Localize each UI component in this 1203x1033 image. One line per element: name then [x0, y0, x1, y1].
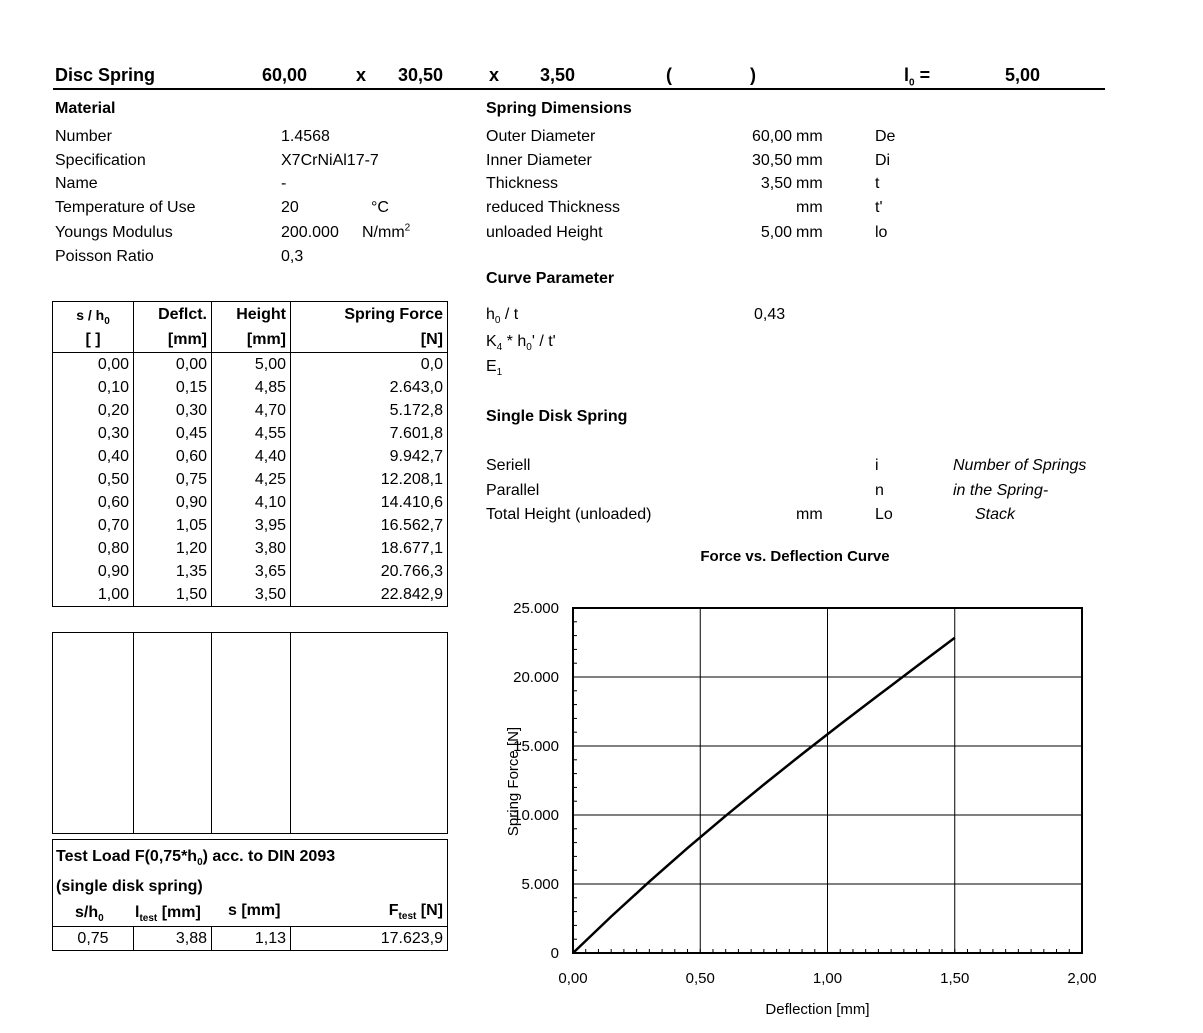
header-paren-close: ) — [750, 65, 756, 85]
dimension-unit: mm — [796, 224, 823, 241]
material-value: 1.4568 — [281, 128, 330, 145]
x-tick-label: 1,00 — [812, 970, 843, 987]
material-unit: $N/mm^2$ — [362, 222, 411, 241]
cell-deflection: 0,75 — [134, 468, 212, 491]
force-curve-line — [573, 638, 955, 953]
col-header-deflection: Deflct. — [134, 302, 212, 328]
test-col-f-test: $F_{test}$ [N] — [388, 902, 443, 923]
header-x1: x — [356, 65, 367, 85]
cell-force: 16.562,7 — [291, 514, 448, 537]
cell-height: 3,95 — [212, 514, 291, 537]
col-unit: [N] — [291, 327, 448, 353]
test-value-s-h0: 0,75 — [53, 927, 134, 951]
material-unit: °C — [371, 199, 389, 216]
material-label: Name — [55, 175, 98, 192]
seriell-symbol: i — [875, 457, 879, 474]
cell-deflection: 0,90 — [134, 491, 212, 514]
cell-height: 3,50 — [212, 583, 291, 607]
cell-s-h0: 0,20 — [53, 399, 134, 422]
cell-s-h0: 0,90 — [53, 560, 134, 583]
test-value-s: 1,13 — [212, 927, 291, 951]
k4-label: $K_4 * h_0'$ / t' — [486, 333, 556, 354]
dimension-value: 5,00 — [760, 224, 792, 241]
col-header-height: Height — [212, 302, 291, 328]
cell-height: 3,65 — [212, 560, 291, 583]
test-col-s-h0: $s/h_0$ — [75, 904, 104, 925]
cell-height: 4,40 — [212, 445, 291, 468]
cell-height: 4,10 — [212, 491, 291, 514]
dimension-symbol: t — [875, 175, 880, 192]
total-height-symbol: Lo — [875, 506, 893, 523]
cell-deflection: 1,50 — [134, 583, 212, 607]
material-label: Temperature of Use — [55, 199, 196, 216]
col-header-spring-force: Spring Force — [291, 302, 448, 328]
col-unit: [mm] — [212, 327, 291, 353]
cell-force: 12.208,1 — [291, 468, 448, 491]
dimension-unit: mm — [796, 199, 823, 216]
stack-note: Number of Springs — [953, 457, 1087, 474]
header-l0-label: $l_0$ = — [904, 65, 931, 89]
material-value: X7CrNiAl17-7 — [281, 152, 379, 169]
header-paren-open: ( — [666, 65, 672, 85]
test-load-title: Test Load $F(0,75*h_0)$ acc. to DIN 2093 — [56, 848, 336, 869]
cell-s-h0: 0,60 — [53, 491, 134, 514]
cell-height: 4,55 — [212, 422, 291, 445]
cell-s-h0: 1,00 — [53, 583, 134, 607]
dimension-symbol: t' — [875, 199, 883, 216]
cell-force: 22.842,9 — [291, 583, 448, 607]
dimension-unit: mm — [796, 128, 823, 145]
test-load-subtitle: (single disk spring) — [56, 878, 203, 895]
material-title: Material — [55, 100, 116, 117]
y-axis-label: Spring Force [N] — [505, 726, 522, 837]
dimension-value: 3,50 — [760, 175, 792, 192]
cell-deflection: 0,30 — [134, 399, 212, 422]
total-height-unit: mm — [796, 506, 823, 523]
y-tick-label: 20.000 — [513, 669, 559, 686]
test-col-l-test: $l_{test}$ [mm] — [135, 904, 201, 925]
cell-height: 4,25 — [212, 468, 291, 491]
material-label: Specification — [55, 152, 146, 169]
cell-force: 9.942,7 — [291, 445, 448, 468]
dimension-value: 60,00 — [751, 128, 792, 145]
header-x2: x — [489, 65, 500, 85]
cell-deflection: 1,05 — [134, 514, 212, 537]
dimension-label: Inner Diameter — [486, 152, 592, 169]
dimension-unit: mm — [796, 175, 823, 192]
cell-force: 18.677,1 — [291, 537, 448, 560]
dimension-label: Outer Diameter — [486, 128, 596, 145]
header-inner-diameter: 30,50 — [398, 65, 444, 85]
cell-force: 14.410,6 — [291, 491, 448, 514]
cell-s-h0: 0,70 — [53, 514, 134, 537]
x-tick-label: 1,50 — [940, 970, 970, 987]
x-axis-label: Deflection [mm] — [765, 1001, 870, 1018]
parallel-label: Parallel — [486, 482, 540, 499]
header-l0-value: 5,00 — [1005, 65, 1041, 85]
col-unit: [mm] — [134, 327, 212, 353]
header-title: Disc Spring — [55, 65, 156, 85]
single-disk-title: Single Disk Spring — [486, 408, 628, 425]
h0-t-value: 0,43 — [754, 306, 786, 323]
seriell-label: Seriell — [486, 457, 531, 474]
dimension-label: unloaded Height — [486, 224, 603, 241]
header-thickness: 3,50 — [540, 65, 576, 85]
dimension-label: Thickness — [486, 175, 559, 192]
material-value: 0,3 — [281, 248, 304, 265]
cell-deflection: 0,60 — [134, 445, 212, 468]
cell-force: 7.601,8 — [291, 422, 448, 445]
y-tick-label: 25.000 — [513, 600, 559, 617]
dimension-label: reduced Thickness — [486, 199, 620, 216]
cell-force: 0,0 — [291, 353, 448, 377]
dimension-value: 30,50 — [751, 152, 792, 169]
cell-s-h0: 0,00 — [53, 353, 134, 377]
x-tick-label: 0,50 — [685, 970, 715, 987]
total-height-label: Total Height (unloaded) — [486, 506, 652, 523]
curve-parameter-title: Curve Parameter — [486, 270, 615, 287]
dimension-symbol: De — [875, 128, 896, 145]
cell-deflection: 1,20 — [134, 537, 212, 560]
material-label: Number — [55, 128, 112, 145]
cell-height: 4,70 — [212, 399, 291, 422]
x-tick-label: 0,00 — [558, 970, 588, 987]
test-value-l-test: 3,88 — [134, 927, 212, 951]
header-outer-diameter: 60,00 — [262, 65, 308, 85]
e1-label: $E_1$ — [486, 358, 503, 379]
dimension-unit: mm — [796, 152, 823, 169]
parallel-symbol: n — [875, 482, 884, 499]
y-tick-label: 10.000 — [513, 807, 559, 824]
test-col-s: s [mm] — [228, 902, 281, 919]
chart-title: Force vs. Deflection Curve — [700, 548, 890, 565]
x-tick-label: 2,00 — [1067, 970, 1097, 987]
y-tick-label: 5.000 — [521, 876, 559, 893]
col-unit: [ ] — [53, 327, 134, 353]
y-tick-label: 0 — [550, 945, 559, 962]
cell-s-h0: 0,80 — [53, 537, 134, 560]
stack-note: in the Spring- — [953, 482, 1049, 499]
cell-s-h0: 0,50 — [53, 468, 134, 491]
cell-force: 20.766,3 — [291, 560, 448, 583]
dimension-symbol: Di — [875, 152, 891, 169]
cell-height: 4,85 — [212, 376, 291, 399]
dimension-symbol: lo — [875, 224, 888, 241]
cell-deflection: 1,35 — [134, 560, 212, 583]
test-value-f-test: 17.623,9 — [291, 927, 448, 951]
dimensions-title: Spring Dimensions — [486, 100, 632, 117]
cell-s-h0: 0,40 — [53, 445, 134, 468]
material-value: - — [281, 175, 287, 192]
y-tick-label: 15.000 — [513, 738, 559, 755]
cell-deflection: 0,45 — [134, 422, 212, 445]
cell-force: 2.643,0 — [291, 376, 448, 399]
material-value: 200.000 — [281, 224, 339, 241]
col-header-s-h0: s / $h_0$ — [53, 302, 134, 328]
material-label: Poisson Ratio — [55, 248, 154, 265]
material-value: 20 — [281, 199, 299, 216]
h0-t-label: $h_0$ / t — [486, 306, 519, 327]
cell-s-h0: 0,10 — [53, 376, 134, 399]
cell-height: 5,00 — [212, 353, 291, 377]
cell-s-h0: 0,30 — [53, 422, 134, 445]
cell-force: 5.172,8 — [291, 399, 448, 422]
cell-deflection: 0,15 — [134, 376, 212, 399]
cell-height: 3,80 — [212, 537, 291, 560]
material-label: Youngs Modulus — [55, 224, 173, 241]
stack-note: Stack — [975, 506, 1016, 523]
cell-deflection: 0,00 — [134, 353, 212, 377]
